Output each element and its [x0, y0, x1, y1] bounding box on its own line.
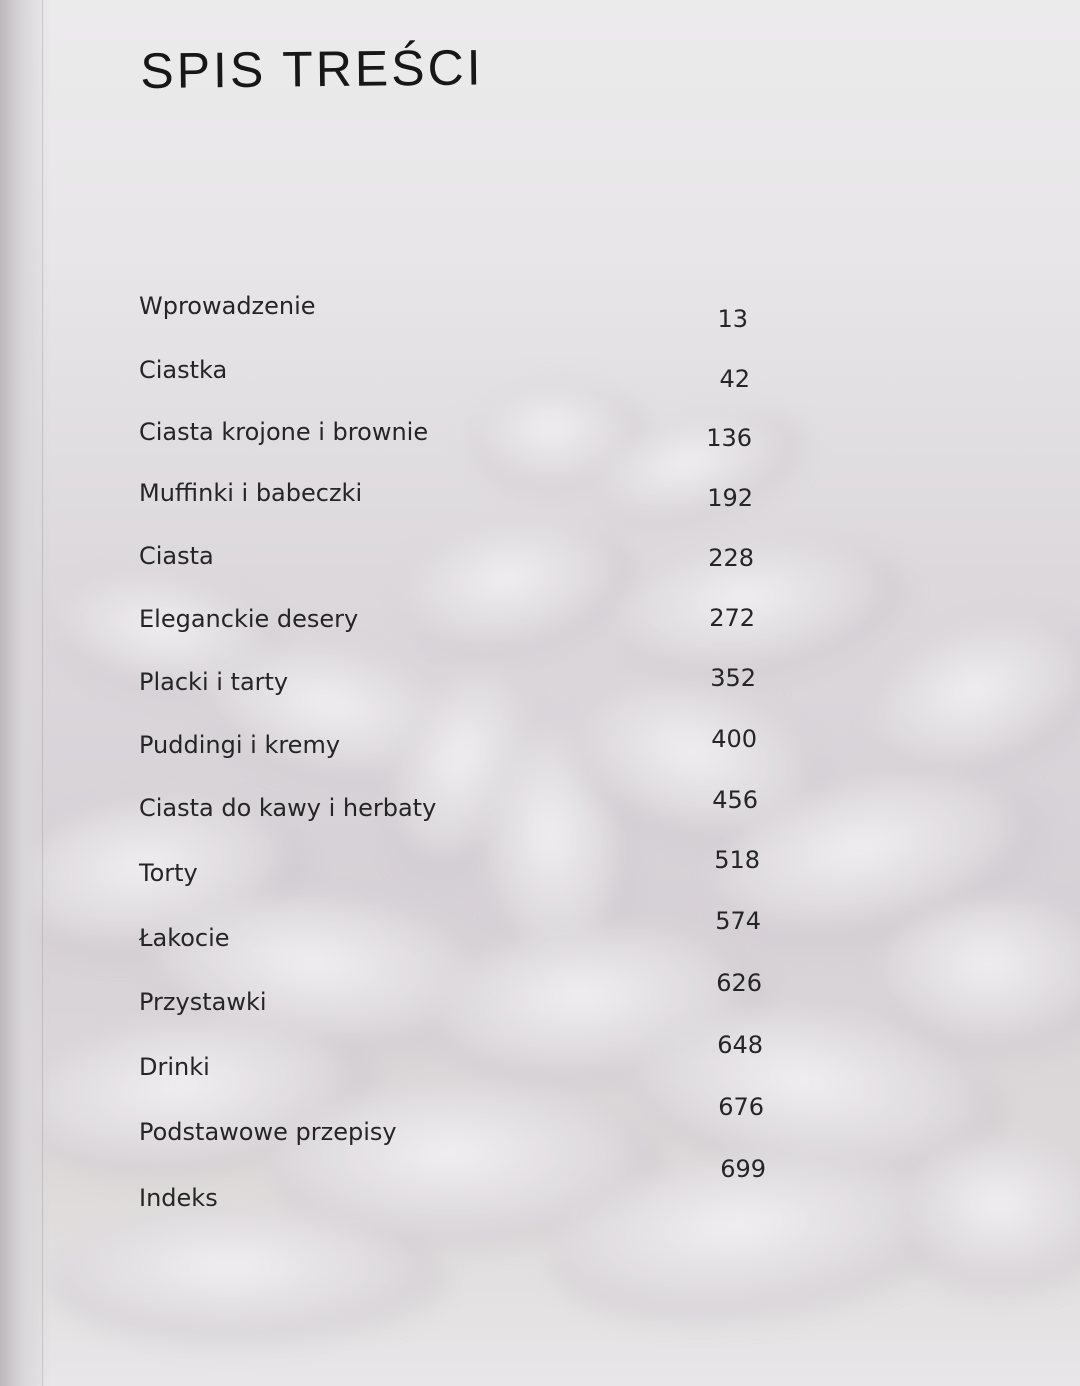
toc-entry-page: 456 — [712, 786, 758, 814]
toc-entry-label: Placki i tarty — [139, 668, 289, 696]
toc-entry-page: 676 — [718, 1093, 764, 1121]
toc-entry-label: Muffinki i babeczki — [139, 479, 363, 507]
toc-entry-page: 192 — [707, 484, 753, 512]
toc-entry-page: 228 — [708, 544, 754, 572]
toc-entry-label: Przystawki — [139, 988, 267, 1016]
toc-entry-label: Wprowadzenie — [139, 292, 316, 320]
toc-entry-label: Ciastka — [139, 356, 228, 384]
toc-entry-label: Łakocie — [139, 924, 230, 952]
toc-entry-page: 42 — [719, 365, 750, 393]
page-title: SPIS TREŚCI — [140, 39, 484, 99]
toc-entry-page: 648 — [717, 1031, 763, 1059]
toc-entry-label: Torty — [139, 859, 198, 887]
toc-entry-label: Drinki — [139, 1053, 210, 1081]
toc-entry-label: Podstawowe przepisy — [139, 1118, 397, 1146]
toc-entry-label: Ciasta do kawy i herbaty — [139, 794, 437, 822]
toc-entry-label: Ciasta krojone i brownie — [139, 418, 429, 446]
toc-entry-page: 272 — [709, 604, 755, 632]
toc-entry-page: 136 — [706, 424, 752, 452]
toc-entry-label: Indeks — [139, 1184, 218, 1212]
toc-entry-page: 400 — [711, 725, 757, 753]
toc-entry-page: 574 — [715, 907, 761, 935]
toc-entry-page: 699 — [720, 1155, 766, 1183]
toc-entry-page: 352 — [710, 664, 756, 692]
toc-entry-page: 518 — [714, 846, 760, 874]
toc-entry-label: Puddingi i kremy — [139, 731, 341, 759]
toc-entry-label: Ciasta — [139, 542, 214, 570]
toc-entry-page: 626 — [716, 969, 762, 997]
toc-entry-label: Eleganckie desery — [139, 605, 359, 633]
toc-entry-page: 13 — [717, 305, 748, 333]
